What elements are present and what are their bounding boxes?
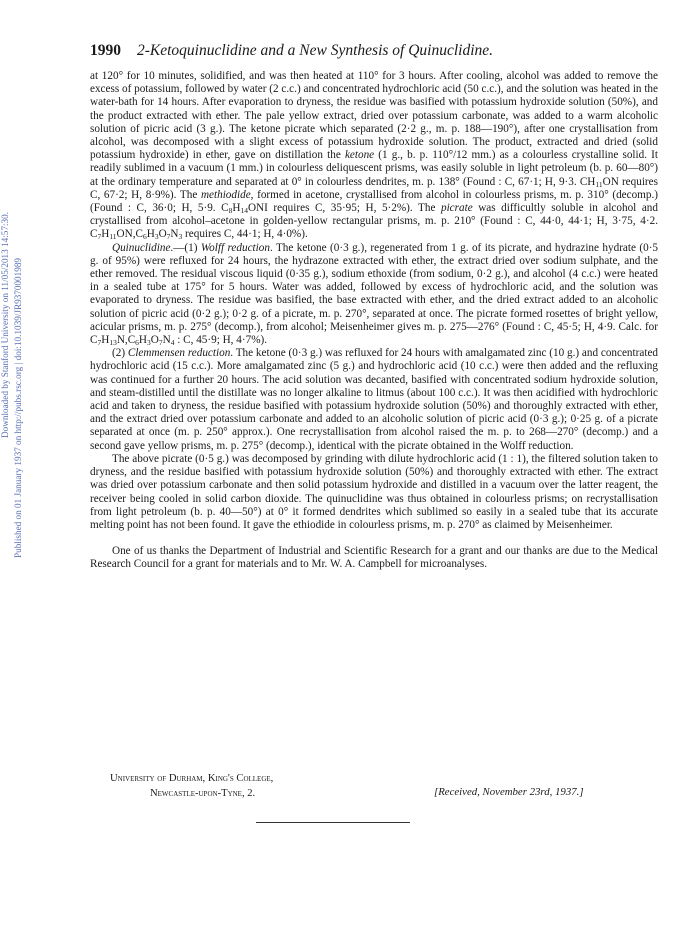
page-header xyxy=(90,42,650,66)
term-picrate: picrate xyxy=(440,202,473,215)
publication-notice: Published on 01 January 1937 on http://pubs.rsc.org | doi:10.1039/JR9370001989 xyxy=(13,257,23,558)
article-body xyxy=(90,70,658,572)
end-rule xyxy=(256,822,410,823)
affiliation-line-2: Newcastle-upon-Tyne, 2. xyxy=(150,787,256,799)
paragraph-wolff-reduction: Quinuclidine.—(1) Wolff reduction. The ketone (0·3 g.), regenerated from 1 g. of its picrate, and hydrazine hydrate (0·5 g. of 95%) were refluxed for 24 hours, the hydrazone extracted with ether, the extract dried over sodium sulphate, and the ether removed. The residual viscous liquid (0·35 g.), sodium ethoxide (from sodium, 0·2 g.), and alcohol (4 c.c.) were heated in a sealed tube at 175° for 5 hours. Water was added, followed by excess of hydrochloric acid, and the solution was evaporated to dryness. The residue was basified, the base extracted with ether, and the dried extract added to an alcoholic solution of picric acid (0·2 g.); 0·2 g. of a picrate, m. p. 270°, separated at once. The picrate formed rosettes of bright yellow, acicular prisms, m. p. 275° (decomp.), from alcohol; Meisenheimer gives m. p. 275—276° (Found : C, 45·5; H, 4·9. Calc. for $C_7H_{13}N,C_6H_3O_7N_4$ : C, 45·9; H, 4·7%). xyxy=(90,241,659,348)
affiliation xyxy=(110,772,670,801)
paragraph-clemmensen-reduction: (2) Clemmensen reduction. The ketone (0·3 g.) was refluxed for 24 hours with amalgamated zinc (10 g.) and concentrated hydrochloric acid (15 c.c.). More amalgamated zinc (5 g.) and hydrochloric acid (10 c.c.) were then added and the refluxing was continued for a further 20 hours. The acid solution was decanted, basified with concentrated sodium hydroxide solution, and steam-distilled until the distillate was no longer alkaline to litmus (about 100 c.c.). It was then acidified with hydrochloric acid and taken to dryness, the residue basified with potassium hydroxide solution (50%) and thoroughly extracted with ether, and the extract dried over potassium carbonate and added to an alcoholic solution of picric acid (0·3 g.); 0·25 g. of a picrate separated at once (m. p. 250° approx.). One recrystallisation from alcohol raised the m. p. to 268—270° (decomp.) and a second gave yellow prisms, m. p. 275° (decomp.), identical with the picrate obtained in the Wolff reduction. xyxy=(90,347,658,452)
download-notice: Downloaded by Stanford University on 11/05/2013 14:57:30. xyxy=(0,211,10,438)
affiliation-line-1: University of Durham, King's College, xyxy=(110,773,274,784)
paragraph-picrate-decomposition: The above picrate (0·5 g.) was decomposed by grinding with dilute hydrochloric acid (1 : 1), the filtered solution taken to dryness, and the residue basified with potassium hydroxide solution (50%) and thoroughly extracted with ether. The extract was dried over potassium carbonate and then solid potassium hydroxide and distilled in a vacuum over the latter reagent, the receiver being cooled in solid carbon dioxide. The quinuclidine was thus obtained in colourless prisms; on recrystallisation from light petroleum (b. p. 40—50°) at 0° it formed dendrites which sublimed so easily in a sealed tube that its accurate melting point has not been found. It gave the ethiodide in colourless prisms, m. p. 270° as claimed by Meisenheimer. xyxy=(90,452,658,531)
running-title: 2-Ketoquinuclidine and a New Synthesis of Quinuclidine. xyxy=(137,42,494,59)
term-methiodide: methiodide xyxy=(200,188,251,201)
term-ketone: ketone xyxy=(344,149,375,162)
term-wolff-reduction: Wolff reduction xyxy=(200,241,270,254)
received-date: [Received, November 23rd, 1937.] xyxy=(434,786,584,798)
acknowledgements: One of us thanks the Department of Industrial and Scientific Research for a grant and our thanks are due to the Medical Research Council for a grant for materials and to Mr. W. A. Campbell for microanalyses. xyxy=(90,545,658,571)
term-clemmensen-reduction: Clemmensen reduction xyxy=(127,347,231,360)
paragraph-ketone-preparation: at 120° for 10 minutes, solidified, and was then heated at 110° for 3 hours. After cooling, alcohol was added to remove the excess of potassium, followed by water (2 c.c.) and concentrated hydrochloric acid (50 c.c.), and the solution was heated in the water-bath for 14 hours. After evaporation to dryness, the residue was basified with potassium hydroxide solution (50%), and the product extracted with ether. The pale yellow extract, dried over potassium carbonate, was added to a warm alcoholic solution of picric acid (3 g.). The ketone picrate which separated (2·2 g., m. p. 188—190°), after one crystallisation from alcohol, was decomposed with a slight excess of potassium hydroxide solution. The product, extracted and dried (solid potassium hydroxide) in ether, gave on distillation the ketone (1 g., b. p. 110°/12 mm.) as a colourless crystalline solid. It readily sublimed in a vacuum (1 mm.) in colourless deliquescent prisms, was easily soluble in light petroleum (b. p. 60—80°) at the ordinary temperature and separated at 0° in colourless dendrites, m. p. 138° (Found : C, 67·1; H, 9·3. $CH_{11}ON$ requires C, 67·2; H, 8·9%). The methiodide, formed in acetone, crystallised from alcohol in colourless prisms, m. p. 310° (decomp.) (Found : C, 36·0; H, 5·9. $C_8H_{14}ONI$ requires C, 35·95; H, 5·2%). The picrate was difficultly soluble in alcohol and crystallised from alcohol–acetone in golden-yellow rectangular prisms, m. p. 210° (Found : C, 44·0, 44·1; H, 3·75, 4·2. $C_7H_{11}ON,C_6H_3O_7N_3$ requires C, 44·1; H, 4·0%). xyxy=(90,70,659,242)
page-number: 1990 xyxy=(90,42,121,59)
section-heading-quinuclidine: Quinuclidine xyxy=(112,241,171,254)
